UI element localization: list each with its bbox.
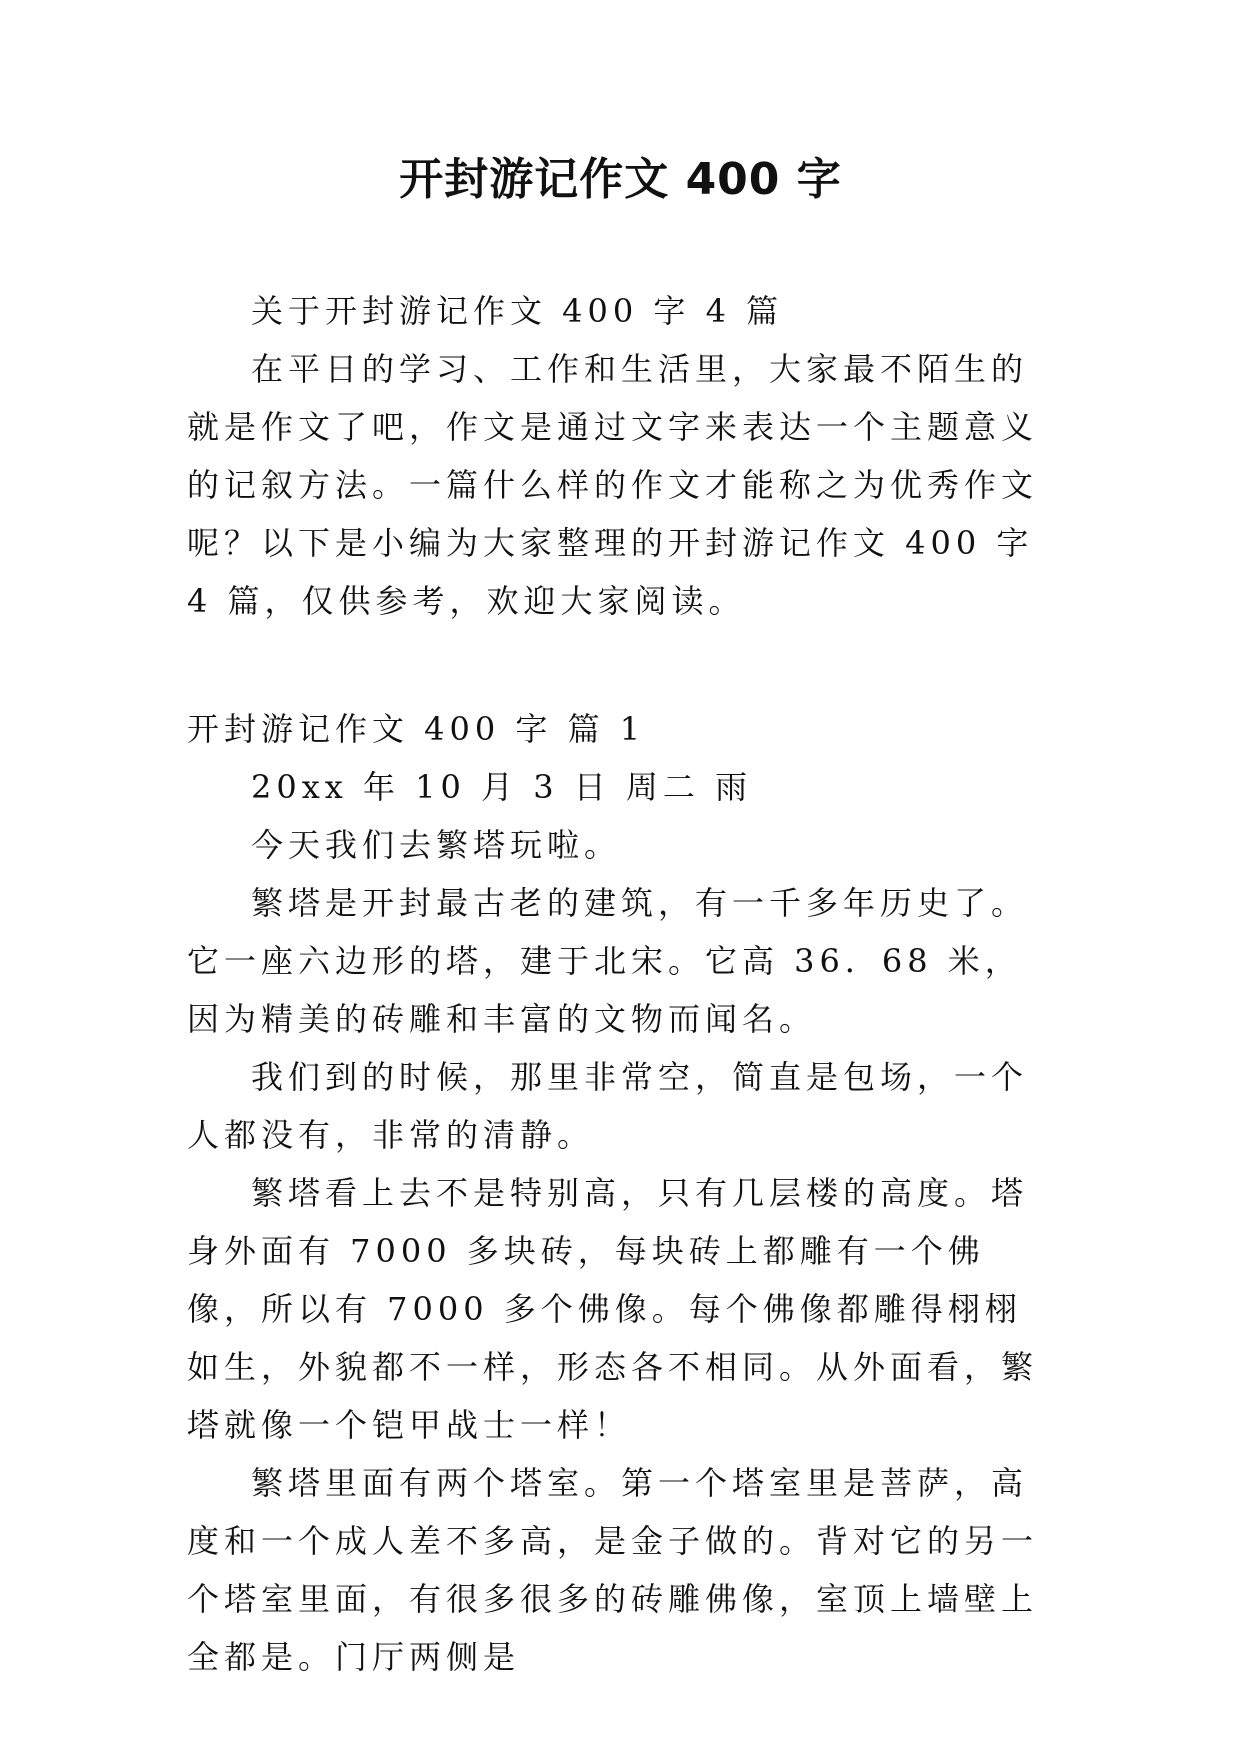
document-body xyxy=(187,282,1057,1686)
intro-paragraph: 在平日的学习、工作和生活里，大家最不陌生的就是作文了吧，作文是通过文字来表达一个主题意义的记叙方法。一篇什么样的作文才能称之为优秀作文呢？以下是小编为大家整理的开封游记作文 400 字 4 篇，仅供参考，欢迎大家阅读。 xyxy=(187,350,1039,620)
document-title: 开封游记作文 400 字 xyxy=(399,154,842,205)
body-paragraph: 繁塔是开封最古老的建筑，有一千多年历史了。它一座六边形的塔，建于北宋。它高 36．68 米，因为精美的砖雕和丰富的文物而闻名。 xyxy=(187,884,1029,1038)
body-paragraph: 今天我们去繁塔玩啦。 xyxy=(251,826,622,864)
body-paragraph: 繁塔看上去不是特别高，只有几层楼的高度。塔身外面有 7000 多块砖，每块砖上都雕有一个佛像，所以有 7000 多个佛像。每个佛像都雕得栩栩如生，外貌都不一样，形态各不相同。从外面看，繁塔就像一个铠甲战士一样！ xyxy=(187,1174,1039,1444)
section-heading: 开封游记作文 400 字 篇 1 xyxy=(187,710,646,748)
intro-heading: 关于开封游记作文 400 字 4 篇 xyxy=(251,292,784,330)
diary-date-line: 20xx 年 10 月 3 日 周二 雨 xyxy=(251,768,753,806)
body-paragraph: 繁塔里面有两个塔室。第一个塔室里是菩萨，高度和一个成人差不多高，是金子做的。背对它的另一个塔室里面，有很多很多的砖雕佛像，室顶上墙壁上全都是。门厅两侧是 xyxy=(187,1464,1039,1676)
body-paragraph: 我们到的时候，那里非常空，简直是包场，一个人都没有，非常的清静。 xyxy=(187,1058,1029,1154)
section-spacer xyxy=(187,630,1057,700)
